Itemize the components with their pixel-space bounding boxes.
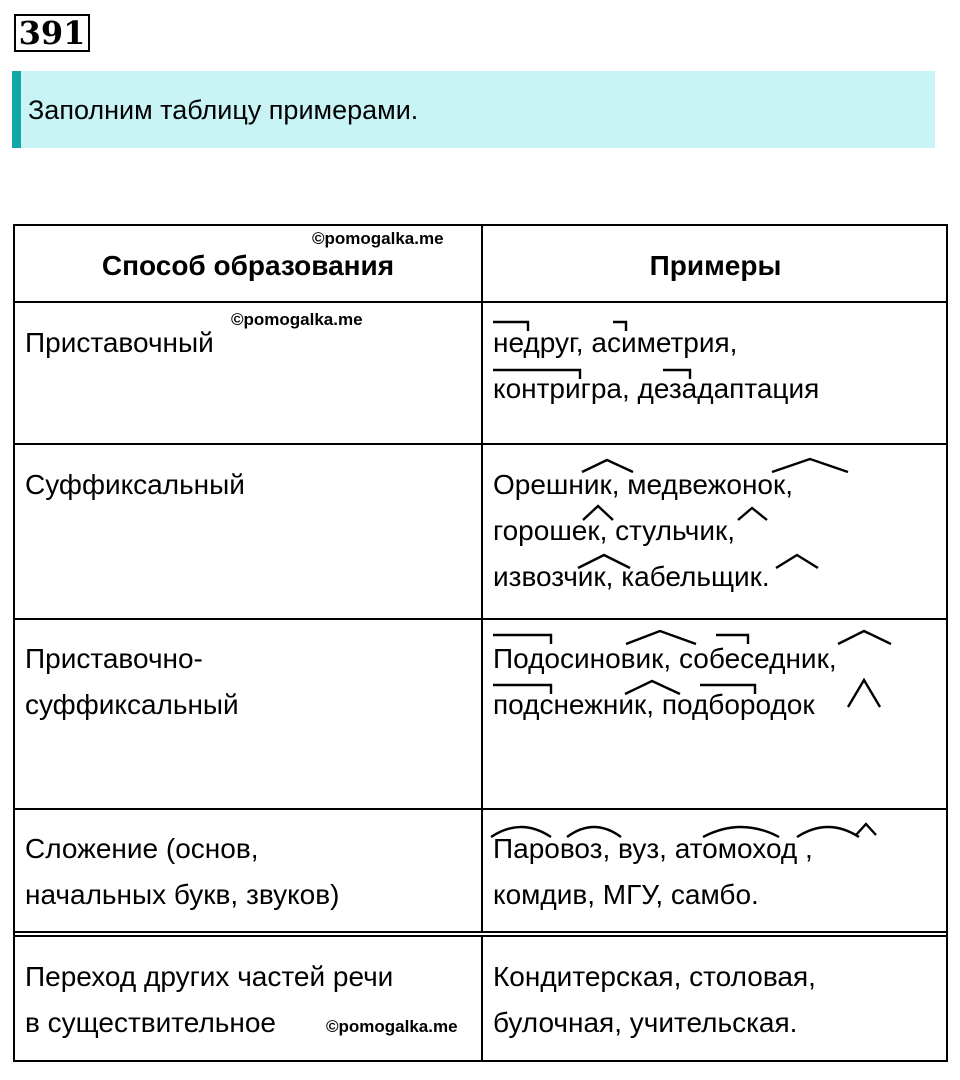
banner-text: Заполним таблицу примерами. [28,95,419,125]
watermark: ©pomogalka.me [326,1017,458,1036]
row-divider [15,618,946,620]
row-divider [15,808,946,810]
row-divider [15,443,946,445]
method-cell: Суффиксальный [25,469,245,500]
row-divider [15,301,946,303]
instruction-banner [12,71,935,148]
header-method: Способ образования [101,250,395,281]
watermark: ©pomogalka.me [312,229,444,248]
method-cell: Приставочно- суффиксальный [25,643,239,720]
examples-cell: недруг, асиметрия, контригра, дезадаптация [493,327,820,404]
row-divider [15,931,946,933]
examples-cell: Орешник, медвежонок, горошек, стульчик, извозчик, кабельщик. [493,469,794,592]
examples-cell: Кондитерская, столовая, булочная, учительская. [493,961,816,1038]
watermark: ©pomogalka.me [231,310,363,329]
task-number: 391 [14,14,90,52]
banner-accent-bar [12,71,21,148]
word-formation-table [13,224,948,1062]
examples-cell: Паровоз, вуз, атомоход , комдив, МГУ, самбо. [493,833,813,910]
method-cell: Сложение (основ, начальных букв, звуков) [25,833,340,910]
examples-cell: Подосиновик, собеседник, подснежник, подбородок [493,643,837,720]
row-divider [15,935,946,937]
method-cell: Приставочный [25,327,214,358]
method-cell: Переход других частей речи в существительное [25,961,394,1038]
header-examples: Примеры [649,250,782,281]
